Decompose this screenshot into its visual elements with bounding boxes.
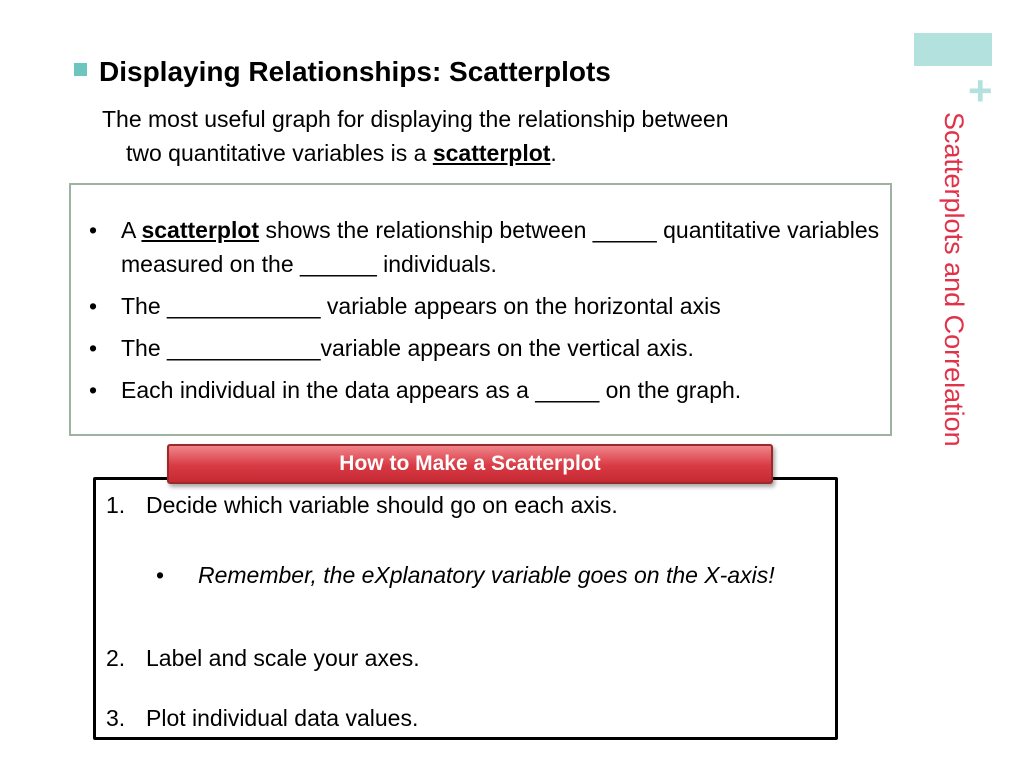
bullet-4-text: Each individual in the data appears as a _____ on the graph. — [121, 377, 742, 403]
side-title: Scatterplots and Correlation — [939, 112, 969, 447]
bullet-icon: • — [89, 335, 98, 361]
step-1-note — [156, 558, 816, 592]
definition-box — [69, 183, 892, 436]
step-3-text: Plot individual data values. — [146, 705, 419, 731]
plus-icon: + — [968, 67, 993, 114]
intro-term-scatterplot: scatterplot — [432, 140, 551, 166]
bullet-icon: • — [156, 562, 165, 588]
steps-box — [93, 477, 838, 740]
square-bullet-icon — [74, 63, 87, 76]
intro-line-2 — [102, 136, 902, 170]
step-1-number: 1. — [106, 492, 126, 518]
definition-list — [73, 213, 893, 407]
intro-text — [102, 102, 902, 170]
step-2 — [106, 643, 420, 673]
step-3-number: 3. — [106, 705, 126, 731]
list-item — [73, 331, 893, 365]
bullet-1-post: shows the relationship between _____ quantitative variables measured on the ______ individuals. — [121, 217, 880, 277]
bullet-icon: • — [89, 217, 98, 243]
step-2-number: 2. — [106, 645, 126, 671]
section-banner: How to Make a Scatterplot — [167, 444, 773, 484]
page-title — [74, 56, 611, 88]
bullet-icon: • — [89, 293, 98, 319]
bullet-icon: • — [89, 377, 98, 403]
list-item — [73, 373, 893, 407]
page-title-text: Displaying Relationships: Scatterplots — [99, 56, 611, 87]
bullet-3-text: The ____________variable appears on the vertical axis. — [121, 335, 694, 361]
step-1 — [106, 490, 618, 520]
intro-line-2-pre: two quantitative variables is a — [126, 140, 433, 166]
bullet-2-text: The ____________ variable appears on the horizontal axis — [121, 293, 721, 319]
list-item — [73, 289, 893, 323]
step-1-text: Decide which variable should go on each axis. — [146, 492, 618, 518]
bullet-1-term: scatterplot — [141, 217, 260, 243]
intro-line-1: The most useful graph for displaying the relationship between — [102, 106, 729, 132]
step-3 — [106, 703, 418, 733]
list-item — [73, 213, 893, 281]
decorative-teal-block — [914, 33, 992, 66]
intro-line-2-post: . — [550, 140, 557, 166]
bullet-1-pre: A — [121, 217, 142, 243]
step-1-note-text: Remember, the eXplanatory variable goes on the X-axis! — [198, 562, 775, 588]
step-2-text: Label and scale your axes. — [146, 645, 420, 671]
